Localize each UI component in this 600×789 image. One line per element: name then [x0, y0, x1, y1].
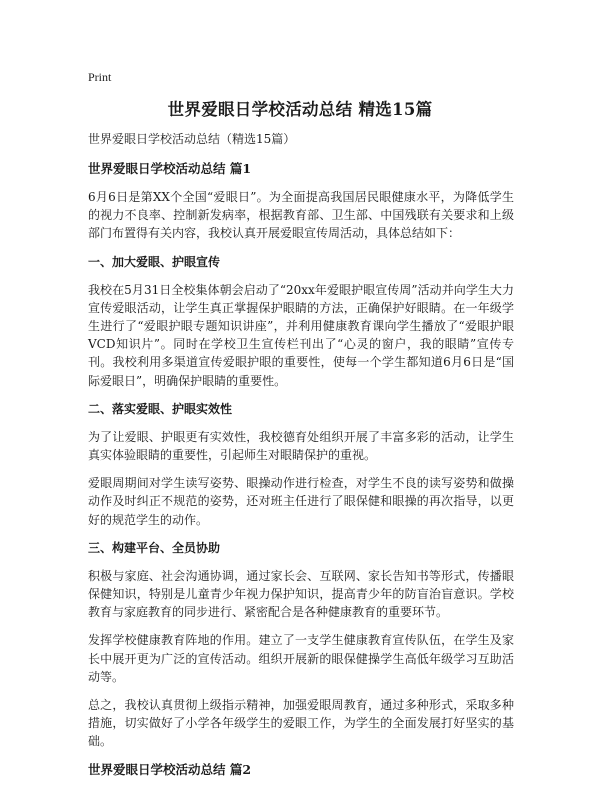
paragraph-intro: 6月6日是第XX个全国“爱眼日”。为全面提高我国居民眼健康水平，为降低学生的视力不良率、控制新发病率，根据教育部、卫生部、中国残联有关要求和上级部门布置得有关内容，我校认真开展爱眼宣传周活动，具体总结如下：	[88, 190, 514, 241]
document-body	[88, 130, 514, 789]
paragraph-4: 积极与家庭、社会沟通协调，通过家长会、互联网、家长告知书等形式，传播眼保健知识，特别是儿童青少年视力保护知识，提高青少年的防盲治盲意识。学校教育与家庭教育的同步进行、紧密配合是各种健康教育的重要环节。	[88, 568, 514, 620]
document-subtitle: 世界爱眼日学校活动总结（精选15篇）	[88, 132, 296, 146]
section-title-2: 世界爱眼日学校活动总结 篇2	[88, 761, 252, 777]
print-link[interactable]: Print	[88, 70, 112, 84]
paragraph-6: 总之，我校认真贯彻上级指示精神，加强爱眼周教育，通过多种形式，采取多种措施，切实做好了小学各年级学生的爱眼工作，为学生的全面发展打好坚实的基础。	[88, 698, 514, 749]
page-title: 世界爱眼日学校活动总结 精选15篇	[167, 100, 433, 119]
heading-2: 二、落实爱眼、护眼实效性	[88, 401, 233, 416]
heading-3: 三、构建平台、全员协助	[88, 540, 221, 555]
section-title-1: 世界爱眼日学校活动总结 篇1	[88, 161, 252, 176]
heading-1: 一、加大爱眼、护眼宣传	[88, 254, 221, 269]
paragraph-3: 爱眼周期间对学生读写姿势、眼操动作进行检查，对学生不良的读写姿势和做操动作及时纠正不规范的姿势，还对班主任进行了眼保健和眼操的再次指导，以更好的规范学生的动作。	[88, 476, 514, 527]
paragraph-2: 为了让爱眼、护眼更有实效性，我校德育处组织开展了丰富多彩的活动，让学生真实体验眼睛的重要性，引起师生对眼睛保护的重视。	[88, 429, 514, 463]
paragraph-5: 发挥学校健康教育阵地的作用。建立了一支学生健康教育宣传队伍，在学生及家长中展开更为广泛的宣传活动。组织开展新的眼保健操学生高低年级学习互助活动等。	[88, 633, 514, 684]
paragraph-1: 我校在5月31日全校集体朝会启动了“20xx年爱眼护眼宣传周”活动并向学生大力宣传爱眼活动，让学生真正掌握保护眼睛的方法，正确保护好眼睛。在一年级学生进行了“爱眼护眼专题知识讲座”，并利用健康教育课向学生播放了“爱眼护眼VCD知识片”。同时在学校卫生宣传栏刊出了“心灵的窗户，我的眼睛”宣传专刊。我校利用多渠道宣传爱眼护眼的重要性，使每一个学生都知道6月6日是“国际爱眼日”，明确保护眼睛的重要性。	[88, 282, 514, 388]
